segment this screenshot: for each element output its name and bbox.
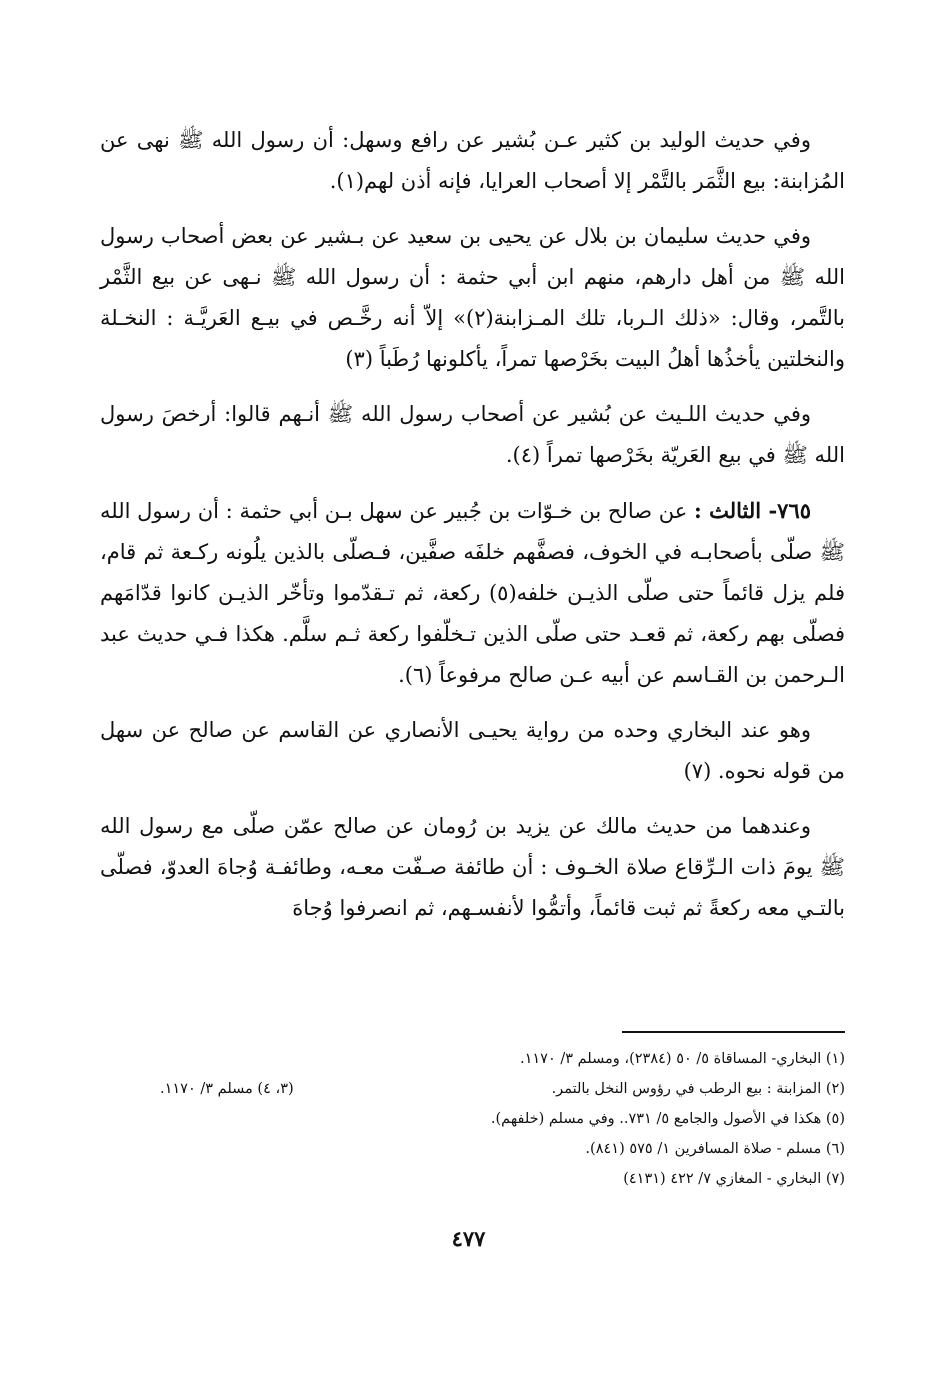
footnotes <box>160 1044 845 1194</box>
footnote-5: (٥) هكذا في الأصول والجامع ٥/ ٧٣١.. وفي مسلم (خلفهم). <box>490 1111 845 1127</box>
paragraph-765 <box>100 490 845 696</box>
page-number: ٤٧٧ <box>451 1226 486 1251</box>
footnote-2: (٢) المزابنة : بيع الرطب في رؤوس النخل بالتمر. <box>551 1081 845 1097</box>
footnote-6: (٦) مسلم - صلاة المسافرين ١/ ٥٧٥ (٨٤١). <box>585 1141 845 1157</box>
paragraph-1: وفي حديث الوليد بن كثير عـن بُشير عن رافع وسهل: أن رسول الله ﷺ نهى عن المُزابنة: بيع الثَّمَر بالتَّمْر إلا أصحاب العرايا، فإنه أذن لهم(١). <box>100 128 845 193</box>
paragraph-2: وفي حديث سليمان بن بلال عن يحيى بن سعيد عن بـشير عن بعض أصحاب رسول الله ﷺ من أهل دارهم، منهم ابن أبي حثمة : أن رسول الله ﷺ نـهى عن بيع الثَّمْر بالتَّمر، وقال: «ذلك الـربا، تلك المـزابنة(٢)» إلاّ أنه رخَّـص في بيـع العَريَّـة : النخـلة والنخلتين يأخذُها أهلُ البيت بخَرْصها تمراً، يأكلونها رُطَباً (٣) <box>100 224 845 371</box>
main-text <box>100 120 845 943</box>
paragraph-3: وفي حديث اللـيث عن بُشير عن أصحاب رسول الله ﷺ أنـهم قالوا: أرخصَ رسول الله ﷺ في بيع العَريّة بخَرْصها تمراً (٤). <box>100 402 845 467</box>
footnote-3-4: (٣، ٤) مسلم ٣/ ١١٧٠. <box>160 1081 294 1097</box>
footnote-row <box>160 1104 845 1134</box>
paragraph-5: وهو عند البخاري وحده من رواية يحيـى الأنصاري عن القاسم عن صالح عن سهل من قوله نحوه. (٧) <box>100 718 845 783</box>
footnote-row <box>160 1134 845 1164</box>
footnote-row <box>160 1074 845 1104</box>
paragraph-765-text: عن صالح بن خـوّات بن جُبير عن سهل بـن أبي حثمة : أن رسول الله ﷺ صلّى بأصحابـه في الخوف، فصفَّهم خلفَه صفَّين، فـصلّى بالذين يلُونه ركـعة ثم قام، فلم يزل قائماً حتى صلّى الذيـن خلفه(٥) ركعة، ثم تـقدّموا وتأخّر الذيـن كانوا قدّامَهم فصلّى بهم ركعة، ثم قعـد حتى صلّى الذين تـخلّفوا ركعة ثـم سلَّم. هكذا فـي حديث عبد الـرحمن بن القـاسم عن أبيه عـن صالح مرفوعاً (٦). <box>100 499 845 687</box>
paragraph-6: وعندهما من حديث مالك عن يزيد بن رُومان عن صالح عمّن صلّى مع رسول الله ﷺ يومَ ذات الـرِّقاع صلاة الخـوف : أن طائفة صـفّت معـه، وطائفـة وُجاهَ العدوّ، فصلّى بالتـي معه ركعةً ثم ثبت قائماً، وأتمُّوا لأنفسـهم، ثم انصرفوا وُجاهَ <box>100 814 845 920</box>
footnote-7: (٧) البخاري - المغازي ٧/ ٤٢٢ (٤١٣١) <box>623 1171 845 1187</box>
footnote-row <box>160 1164 845 1194</box>
footnote-divider <box>622 1031 845 1033</box>
section-label: ٧٦٥- الثالث : <box>694 498 812 523</box>
footnote-row <box>160 1044 845 1074</box>
footnote-1: (١) البخاري- المساقاة ٥/ ٥٠ (٢٣٨٤)، ومسلم ٣/ ١١٧٠. <box>519 1051 845 1067</box>
